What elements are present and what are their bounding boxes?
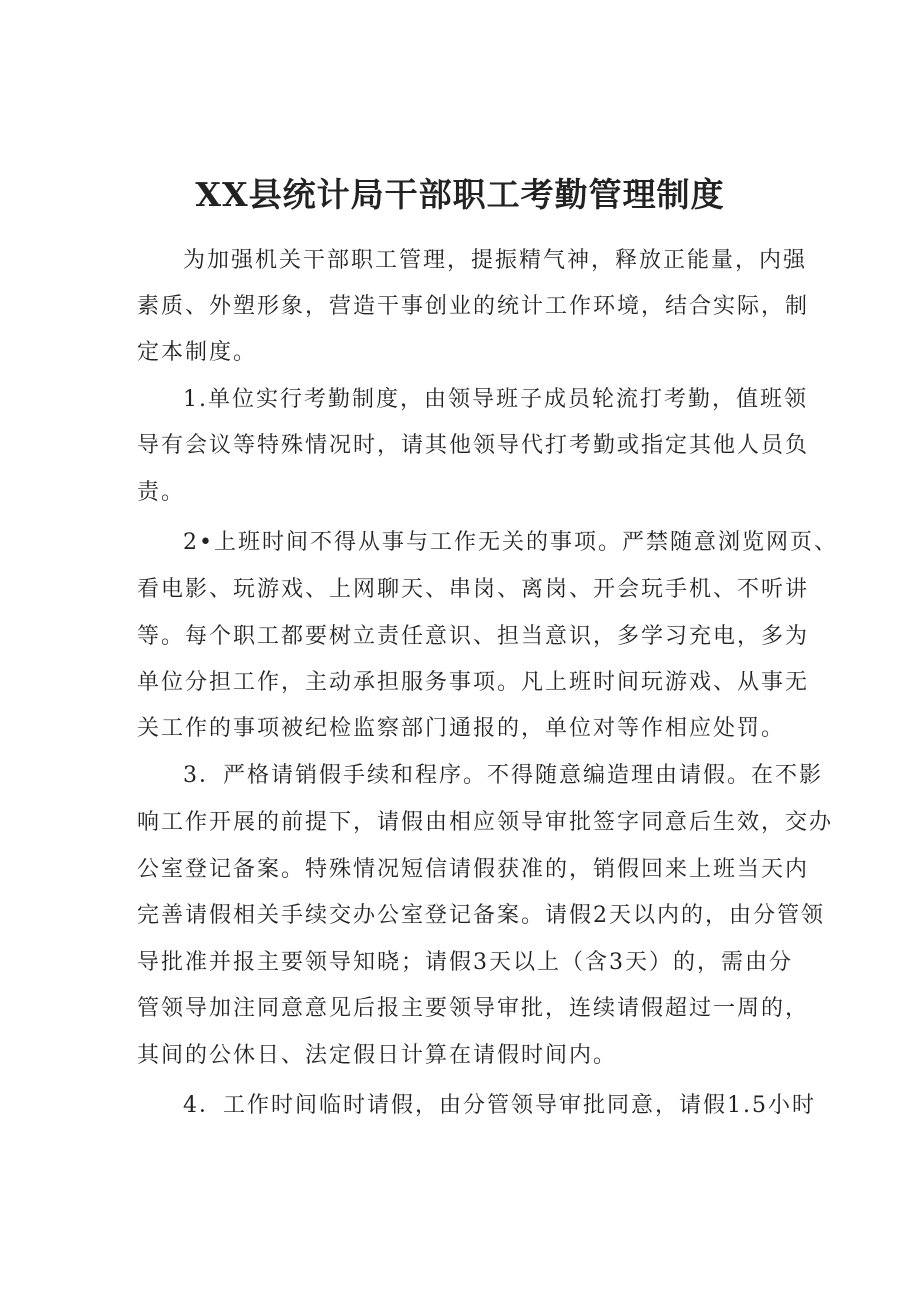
- paragraph-line: 看电影、玩游戏、上网聊天、串岗、离岗、开会玩手机、不听讲: [137, 577, 810, 602]
- paragraph-line: 关工作的事项被纪检监察部门通报的，单位对等作相应处罚。: [137, 716, 786, 741]
- paragraph-line: 素质、外塑形象，营造干事创业的统计工作环境，结合实际，制: [137, 294, 810, 319]
- paragraph-line: 2•上班时间不得从事与工作无关的事项。严禁随意浏览网页、: [183, 530, 838, 555]
- paragraph-line: 完善请假相关手续交办公室登记备案。请假2天以内的，由分管领: [137, 903, 825, 928]
- paragraph-line: 定本制度。: [137, 340, 258, 365]
- paragraph-line: 响工作开展的前提下，请假由相应领导审批签字同意后生效，交办: [137, 810, 834, 835]
- paragraph-line: 管领导加注同意意见后报主要领导审批，连续请假超过一周的，: [137, 996, 810, 1021]
- paragraph-line: 1.单位实行考勤制度，由领导班子成员轮流打考勤，值班领: [183, 387, 808, 412]
- paragraph-line: 其间的公休日、法定假日计算在请假时间内。: [137, 1043, 618, 1068]
- paragraph-line: 导有会议等特殊情况时，请其他领导代打考勤或指定其他人员负: [137, 433, 810, 458]
- document-title: XX县统计局干部职工考勤管理制度: [195, 175, 725, 214]
- paragraph-line: 3．严格请销假手续和程序。不得随意编造理由请假。在不影: [183, 763, 823, 788]
- paragraph-line: 等。每个职工都要树立责任意识、担当意识，多学习充电，多为: [137, 624, 810, 649]
- paragraph-line: 责。: [137, 480, 186, 505]
- paragraph-line: 单位分担工作，主动承担服务事项。凡上班时间玩游戏、从事无: [137, 670, 810, 695]
- paragraph-line: 公室登记备案。特殊情况短信请假获准的，销假回来上班当天内: [137, 857, 810, 882]
- paragraph-line: 为加强机关干部职工管理，提振精气神，释放正能量，内强: [183, 248, 808, 273]
- paragraph-line: 4．工作时间临时请假，由分管领导审批同意，请假1.5小时: [183, 1093, 816, 1118]
- paragraph-line: 导批准并报主要领导知晓；请假3天以上（含3天）的，需由分: [137, 950, 793, 975]
